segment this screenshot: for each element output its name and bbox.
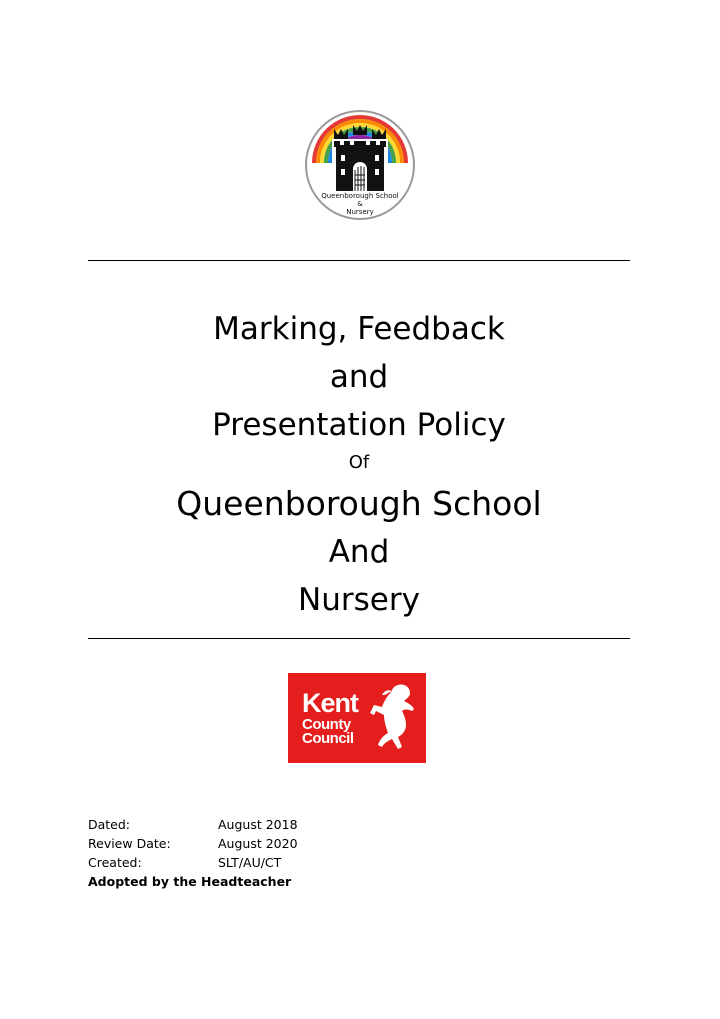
title-line-5: Queenborough School [176, 484, 542, 523]
dated-label: Dated: [88, 817, 131, 832]
school-logo-caption-line3: Nursery [346, 208, 374, 216]
rearing-horse-icon [368, 681, 420, 755]
title-line-3: Presentation Policy [212, 407, 506, 443]
kcc-logo-word3: Council [302, 730, 354, 747]
adopted-by-text: Adopted by the Headteacher [88, 874, 292, 889]
title-line-7: Nursery [298, 582, 420, 618]
title-line-4: Of [348, 452, 370, 473]
school-logo-caption-line1: Queenborough School [321, 192, 399, 200]
dated-value: August 2018 [218, 817, 298, 832]
document-info [88, 815, 298, 891]
created-value: SLT/AU/CT [218, 855, 282, 870]
info-row-review [88, 834, 298, 853]
title-line-2: and [329, 359, 389, 395]
top-divider [88, 260, 630, 261]
bottom-divider [88, 638, 630, 639]
school-logo [304, 109, 416, 221]
review-date-value: August 2020 [218, 836, 298, 851]
title-line-1: Marking, Feedback [213, 311, 505, 347]
kent-county-council-logo [288, 673, 426, 763]
kcc-logo-word1: Kent [302, 688, 358, 718]
info-row-created [88, 853, 291, 872]
review-date-label: Review Date: [88, 836, 171, 851]
kcc-logo-word2: County [302, 716, 351, 733]
created-label: Created: [88, 855, 142, 870]
school-logo-caption-line2: & [357, 200, 363, 208]
info-row-dated [88, 815, 298, 834]
title-line-6: And [328, 534, 390, 570]
